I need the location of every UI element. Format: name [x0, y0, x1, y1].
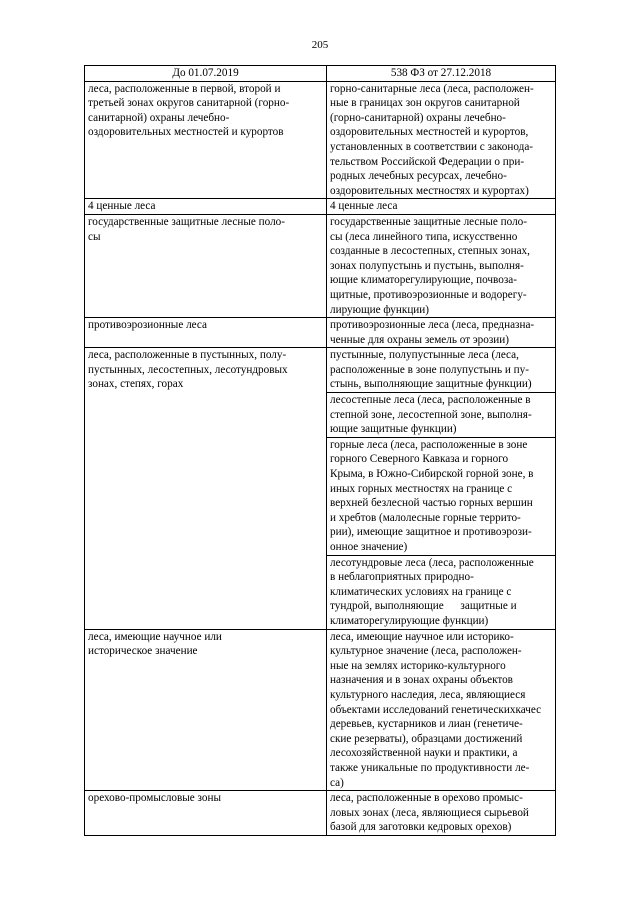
- cell-after: [327, 214, 556, 317]
- cell-before: [85, 348, 327, 629]
- page-number: 205: [311, 39, 329, 51]
- text-line: и хребтов (малолесные горные террито-: [330, 511, 521, 524]
- cell-before: [85, 629, 327, 791]
- text-line: оздоровительных местностях и курортах): [330, 184, 529, 197]
- text-line: ские резерваты), образцами достижений: [330, 732, 523, 745]
- text-line: ные на землях историко-культурного: [330, 659, 506, 672]
- table-header-row: [85, 66, 556, 82]
- text-line: в неблагоприятных природно-: [330, 571, 474, 584]
- text-line: объектами исследований генетическихкачес: [330, 703, 542, 716]
- text-line: горного Северного Кавказа и горного: [330, 453, 509, 466]
- table-row: [85, 348, 556, 393]
- text-line: онное значение): [330, 541, 408, 553]
- text-line: тундрой, выполняющие защитные и: [330, 600, 517, 613]
- text-line: тельством Российской Федерации о при-: [330, 155, 525, 168]
- text-line: са): [330, 776, 344, 789]
- text-line: 4 ценные леса: [330, 200, 398, 213]
- cell-after: [327, 629, 556, 791]
- table-row: [85, 214, 556, 317]
- cell-before: [85, 214, 327, 317]
- text-line: ющие защитные функции): [330, 423, 457, 436]
- text-line: леса, имеющие научное или: [88, 630, 222, 643]
- text-line: Крыма, в Южно-Сибирской горной зоне, в: [330, 468, 534, 481]
- cell-after: [327, 437, 556, 555]
- text-line: оздоровительных местностей и курортов,: [330, 126, 529, 139]
- table-row: [85, 199, 556, 215]
- text-line: зонах полупустынь и пустынь, выполня-: [330, 259, 524, 272]
- cell-before: [85, 318, 327, 348]
- text-line: противоэрозионные леса (леса, предназна-: [330, 319, 535, 332]
- cell-after: [327, 348, 556, 393]
- text-line: (горно-санитарной) охраны лечебно-: [330, 111, 506, 124]
- text-line: деревьев, кустарников и лиан (генетиче-: [330, 718, 523, 731]
- text-line: лесотундровые леса (леса, расположенные: [330, 556, 534, 569]
- text-line: государственные защитные лесные поло-: [330, 215, 527, 228]
- table-row: [85, 318, 556, 348]
- text-line: ющие климаторегулирующие, почвоза-: [330, 274, 517, 287]
- text-line: государственные защитные лесные поло-: [88, 215, 285, 228]
- text-line: стынь, выполняющие защитные функции): [330, 378, 532, 391]
- text-line: степной зоне, лесостепной зоне, выполня-: [330, 408, 532, 421]
- text-line: лирующие функции): [330, 303, 430, 316]
- cell-after: [327, 199, 556, 215]
- text-line: культурного наследия, леса, являющиеся: [330, 688, 526, 701]
- text-line: горно-санитарные леса (леса, расположен-: [330, 82, 534, 95]
- cell-after: [327, 555, 556, 629]
- cell-after: [327, 791, 556, 836]
- text-line: щитные, противоэрозионные и водорегу-: [330, 288, 527, 301]
- cell-before: [85, 81, 327, 199]
- text-line: пустынные, полупустынные леса (леса,: [330, 349, 519, 362]
- text-line: верхней безлесной частью горных вершин: [330, 497, 533, 510]
- text-line: пустынных, лесостепных, лесотундровых: [88, 363, 288, 376]
- table-row: [85, 629, 556, 791]
- text-line: 4 ценные леса: [88, 200, 156, 213]
- text-line: иных горных местностях на границе с: [330, 482, 513, 495]
- text-line: культурное значение (леса, расположен-: [330, 645, 522, 658]
- text-line: сы (леса линейного типа, искусственно: [330, 230, 518, 243]
- text-line: леса, расположенные в первой, второй и: [88, 82, 281, 95]
- text-line: горные леса (леса, расположенные в зоне: [330, 438, 528, 451]
- text-line: базой для заготовки кедровых орехов): [330, 821, 512, 834]
- text-line: климатических условиях на границе с: [330, 585, 512, 598]
- text-line: противоэрозионные леса: [88, 319, 207, 332]
- cell-after: [327, 393, 556, 438]
- text-line: ловых зонах (леса, являющиеся сырьевой: [330, 806, 529, 819]
- text-line: созданные в лесостепных, степных зонах,: [330, 245, 530, 258]
- text-line: назначения и в зонах охраны объектов: [330, 674, 513, 687]
- text-line: леса, расположенные в пустынных, полу-: [88, 349, 287, 362]
- text-line: расположенные в зоне полупустынь и пу-: [330, 363, 529, 376]
- text-line: орехово-промысловые зоны: [88, 792, 222, 805]
- text-line: зонах, степях, горах: [88, 378, 184, 391]
- text-line: санитарной) охраны лечебно-: [88, 111, 230, 124]
- cell-before: [85, 791, 327, 836]
- text-line: лесостепные леса (леса, расположенные в: [330, 394, 531, 407]
- text-line: установленных в соответствии с законода-: [330, 140, 534, 153]
- text-line: также уникальные по продуктивности ле-: [330, 761, 530, 774]
- text-line: леса, расположенные в орехово промыс-: [330, 792, 523, 805]
- text-line: родных лечебных ресурсах, лечебно-: [330, 170, 507, 183]
- text-line: сы: [88, 230, 101, 243]
- header-after: 538 ФЗ от 27.12.2018: [327, 66, 556, 82]
- cell-after: [327, 81, 556, 199]
- text-line: ные в границах зон округов санитарной: [330, 97, 520, 110]
- table-row: [85, 791, 556, 836]
- text-line: климаторегулирующие функции): [330, 614, 489, 627]
- text-line: историческое значение: [88, 645, 198, 658]
- comparison-table: [84, 65, 556, 836]
- text-line: рии), имеющие защитное и противоэрози-: [330, 526, 532, 539]
- text-line: ченные для охраны земель от эрозии): [330, 333, 509, 346]
- table-row: [85, 81, 556, 199]
- text-line: лесохозяйственной науки и практики, а: [330, 747, 518, 760]
- header-before: До 01.07.2019: [85, 66, 327, 82]
- text-line: третьей зонах округов санитарной (горно-: [88, 97, 290, 110]
- text-line: оздоровительных местностей и курортов: [88, 126, 284, 139]
- cell-before: [85, 199, 327, 215]
- cell-after: [327, 318, 556, 348]
- text-line: леса, имеющие научное или историко-: [330, 630, 514, 643]
